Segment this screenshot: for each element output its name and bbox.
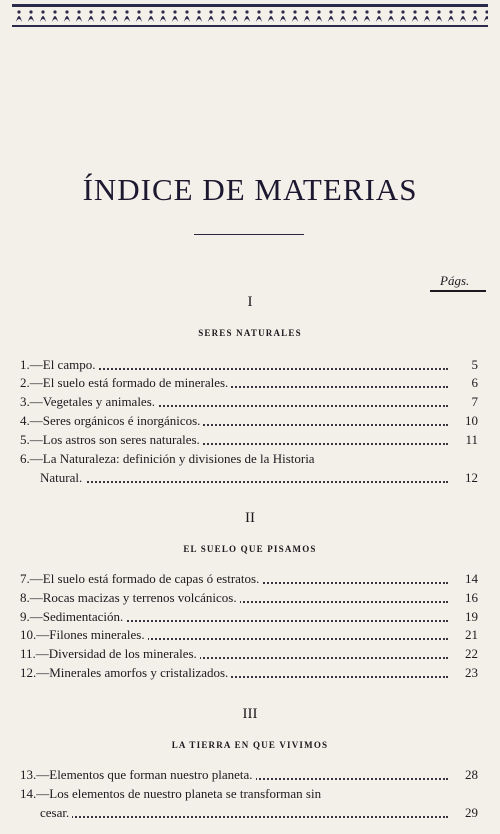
entry-page: 29: [461, 804, 478, 822]
entry-text: 13.—Elementos que forman nuestro planeta.: [20, 766, 256, 784]
entry-page: 16: [461, 589, 478, 607]
toc-entry: [20, 589, 478, 607]
toc-entry: [20, 785, 478, 803]
entry-text: 4.—Seres orgánicos é inorgánicos.: [20, 412, 203, 430]
entry-page: 21: [461, 626, 478, 644]
entry-text: 2.—El suelo está formado de minerales.: [20, 374, 231, 392]
entry-text: 7.—El suelo está formado de capas ó estratos.: [20, 570, 262, 588]
entry-page: 19: [461, 608, 478, 626]
toc-entry: [20, 356, 478, 374]
pages-label-rule: [430, 290, 486, 292]
pages-column-label: Págs.: [440, 273, 470, 288]
entry-page: 22: [461, 645, 478, 663]
toc-entry: [20, 645, 478, 663]
toc-entry: [40, 804, 478, 822]
entry-page: 12: [461, 469, 478, 487]
title-rule: [194, 234, 304, 235]
ornamental-border: [12, 4, 488, 30]
entry-text: 3.—Vegetales y animales.: [20, 393, 158, 411]
section-numeral: I: [247, 294, 253, 310]
entry-text: 1.—El campo.: [20, 356, 98, 374]
section-heading: EL SUELO QUE PISAMOS: [183, 544, 317, 554]
entry-text: 5.—Los astros son seres naturales.: [20, 431, 203, 449]
entry-text: Natural.: [40, 469, 85, 487]
toc-entry: [20, 412, 478, 430]
toc-entry: [20, 450, 478, 468]
page-title: ÍNDICE DE MATERIAS: [82, 172, 418, 207]
entry-page: 7: [468, 393, 479, 411]
toc-entry: [20, 766, 478, 784]
entry-page: 23: [461, 664, 478, 682]
section-heading: LA TIERRA EN QUE VIVIMOS: [171, 740, 329, 750]
toc-entry: [20, 626, 478, 644]
section-heading: SERES NATURALES: [198, 328, 302, 338]
toc-entry: [40, 469, 478, 487]
entry-page: 10: [461, 412, 478, 430]
toc-entry: [20, 664, 478, 682]
toc-entry: [20, 374, 478, 392]
entry-page: 6: [468, 374, 479, 392]
toc-entry: [20, 608, 478, 626]
entry-page: 5: [468, 356, 479, 374]
entry-page: 11: [461, 431, 478, 449]
entry-text: 8.—Rocas macizas y terrenos volcánicos.: [20, 589, 240, 607]
entry-text: 11.—Diversidad de los minerales.: [20, 645, 200, 663]
entry-text: 10.—Filones minerales.: [20, 626, 148, 644]
entry-text: cesar.: [40, 804, 72, 822]
section-numeral: III: [242, 706, 258, 722]
entry-page: 28: [461, 766, 478, 784]
toc-entry: [20, 570, 478, 588]
entry-page: 14: [461, 570, 478, 588]
entry-text: 14.—Los elementos de nuestro planeta se transforman sin: [20, 785, 324, 803]
entry-text: 12.—Minerales amorfos y cristalizados.: [20, 664, 231, 682]
entry-text: 9.—Sedimentación.: [20, 608, 126, 626]
toc-entry: [20, 393, 478, 411]
toc-entry: [20, 431, 478, 449]
entry-text: 6.—La Naturaleza: definición y divisiones de la Historia: [20, 450, 318, 468]
section-numeral: II: [245, 510, 255, 526]
